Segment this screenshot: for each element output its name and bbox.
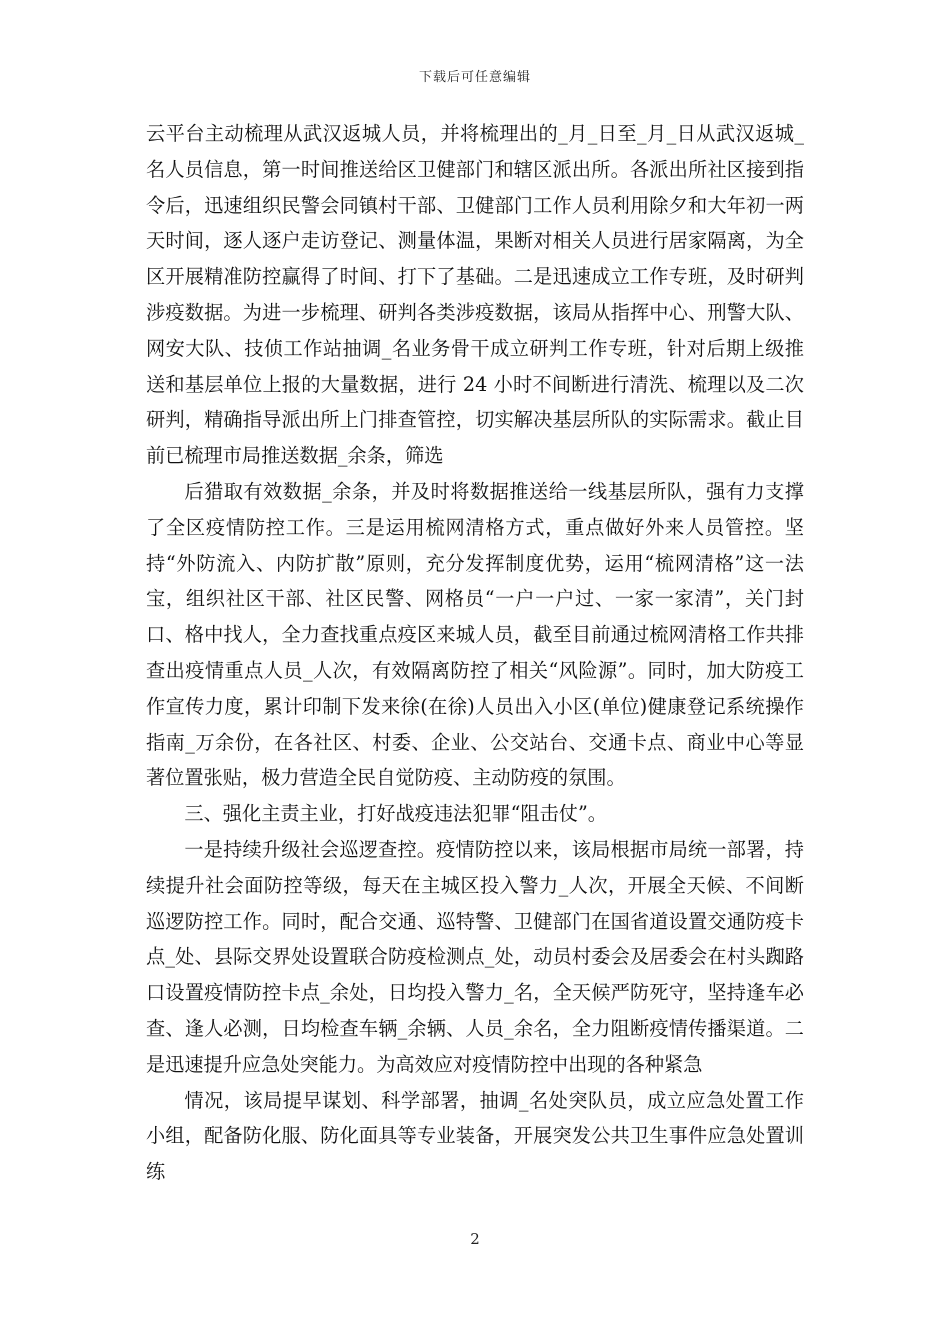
section-heading: 三、强化主责主业，打好战疫违法犯罪“阻击仗”。 — [184, 802, 607, 826]
paragraph-1: 云平台主动梳理从武汉返城人员，并将梳理出的_月_日至_月_日从武汉返城_名人员信息，第一时间推送给区卫健部门和辖区派出所。各派出所社区接到指令后，迅速组织民警会同镇村干部、卫健部门工作人员利用除夕和大年初一两天时间，逐人逐户走访登记、测量体温，果断对相关人员进行居家隔离，为全区开展精准防控赢得了时间、打下了基础。二是迅速成立工作专班，及时研判涉疫数据。为进一步梳理、研判各类涉疫数据，该局从指挥中心、刑警大队、网安大队、技侦工作站抽调_名业务骨干成立研判工作专班，针对后期上级推送和基层单位上报的大量数据，进行 24 小时不间断进行清洗、梳理以及二次研判，精确指导派出所上门排查管控，切实解决基层所队的实际需求。截止目前已梳理市局推送数据_余条，筛选 — [146, 122, 804, 468]
paragraph-2: 后猎取有效数据_余条，并及时将数据推送给一线基层所队，强有力支撑了全区疫情防控工作。三是运用梳网清格方式，重点做好外来人员管控。坚持“外防流入、内防扩散”原则，充分发挥制度优势，运用“梳网清格”这一法宝，组织社区干部、社区民警、网格员“一户一户过、一家一家清”，关门封口、格中找人，全力查找重点疫区来城人员，截至目前通过梳网清格工作共排查出疫情重点人员_人次，有效隔离防控了相关“风险源”。同时，加大防疫工作宣传力度，累计印制下发来徐(在徐)人员出入小区(单位)健康登记系统操作指南_万余份，在各社区、村委、企业、公交站台、交通卡点、商业中心等显著位置张贴，极力营造全民自觉防疫、主动防疫的氛围。 — [146, 479, 804, 790]
paragraph-3: 一是持续升级社会巡逻查控。疫情防控以来，该局根据市局统一部署，持续提升社会面防控等级，每天在主城区投入警力_人次，开展全天候、不间断巡逻防控工作。同时，配合交通、巡特警、卫健部门在国省道设置交通防疫卡点_处、县际交界处设置联合防疫检测点_处，动员村委会及居委会在村头踟路口设置疫情防控卡点_余处，日均投入警力_名，全天候严防死守，坚持逢车必查、逢人必测，日均检查车辆_余辆、人员_余名，全力阻断疫情传播渠道。二是迅速提升应急处突能力。为高效应对疫情防控中出现的各种紧急 — [146, 837, 804, 1076]
page-number: 2 — [470, 1230, 480, 1248]
paragraph-4: 情况，该局提早谋划、科学部署，抽调_名处突队员，成立应急处置工作小组，配备防化服、防化面具等专业装备，开展突发公共卫生事件应急处置训练 — [146, 1088, 804, 1184]
document-body — [146, 116, 804, 1190]
page-header: 下载后可任意编辑 — [418, 70, 531, 85]
